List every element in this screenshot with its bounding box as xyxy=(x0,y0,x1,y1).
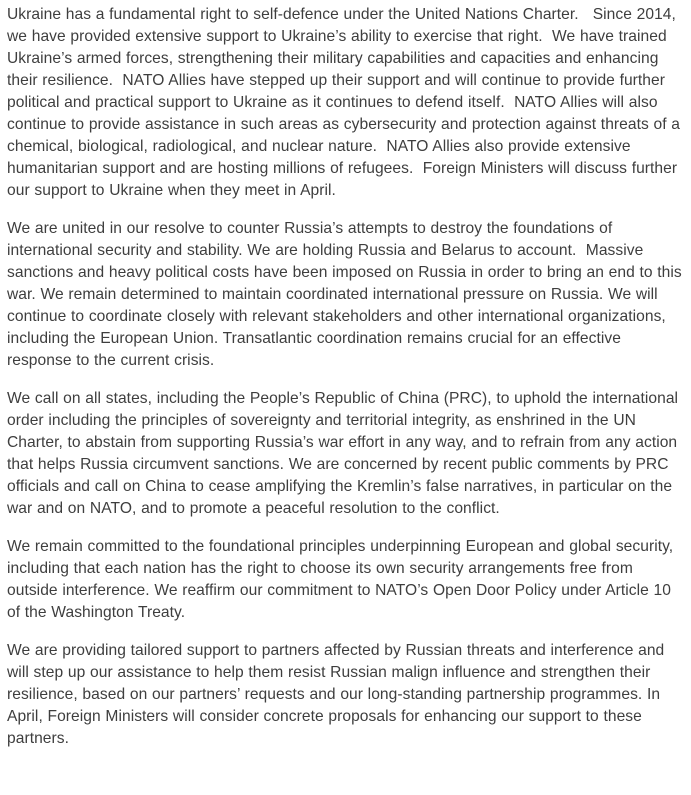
paragraph-call-on-china: We call on all states, including the People’s Republic of China (PRC), to uphold the international order including the principles of sovereignty and territorial integrity, as enshrined in the UN Charter, to abstain from supporting Russia’s war effort in any way, and to refrain from any action that helps Russia circumvent sanctions. We are concerned by recent public comments by PRC officials and call on China to cease amplifying the Kremlin’s false narratives, in particular on the war and on NATO, and to promote a peaceful resolution to the conflict. xyxy=(7,390,683,517)
paragraph-partner-support: We are providing tailored support to partners affected by Russian threats and interference and will step up our assistance to help them resist Russian malign influence and strengthen their resilience, based on our partners’ requests and our long-standing partnership programmes. In April, Foreign Ministers will consider concrete proposals for enhancing our support to these partners. xyxy=(7,642,669,747)
paragraph-counter-russia: We are united in our resolve to counter Russia’s attempts to destroy the foundations of international security and stability. We are holding Russia and Belarus to account. Massive sanctions and heavy political costs have been imposed on Russia in order to bring an end to this war. We remain determined to maintain coordinated international pressure on Russia. We will continue to coordinate closely with relevant stakeholders and other international organizations, including the European Union. Transatlantic coordination remains crucial for an effective response to the current crisis. xyxy=(7,220,687,369)
paragraph-ukraine-self-defence: Ukraine has a fundamental right to self-defence under the United Nations Charter. Since 2014, we have provided extensive support to Ukraine’s ability to exercise that right. We have trained Ukraine’s armed forces, strengthening their military capabilities and capacities and enhancing their resilience. NATO Allies have stepped up their support and will continue to provide further political and practical support to Ukraine as it continues to defend itself. NATO Allies will also continue to provide assistance in such areas as cybersecurity and protection against threats of a chemical, biological, radiological, and nuclear nature. NATO Allies also provide extensive humanitarian support and are hosting millions of refugees. Foreign Ministers will discuss further our support to Ukraine when they meet in April. xyxy=(7,6,685,199)
paragraph-foundational-principles: We remain committed to the foundational principles underpinning European and global security, including that each nation has the right to choose its own security arrangements free from outside interference. We reaffirm our commitment to NATO’s Open Door Policy under Article 10 of the Washington Treaty. xyxy=(7,538,678,621)
